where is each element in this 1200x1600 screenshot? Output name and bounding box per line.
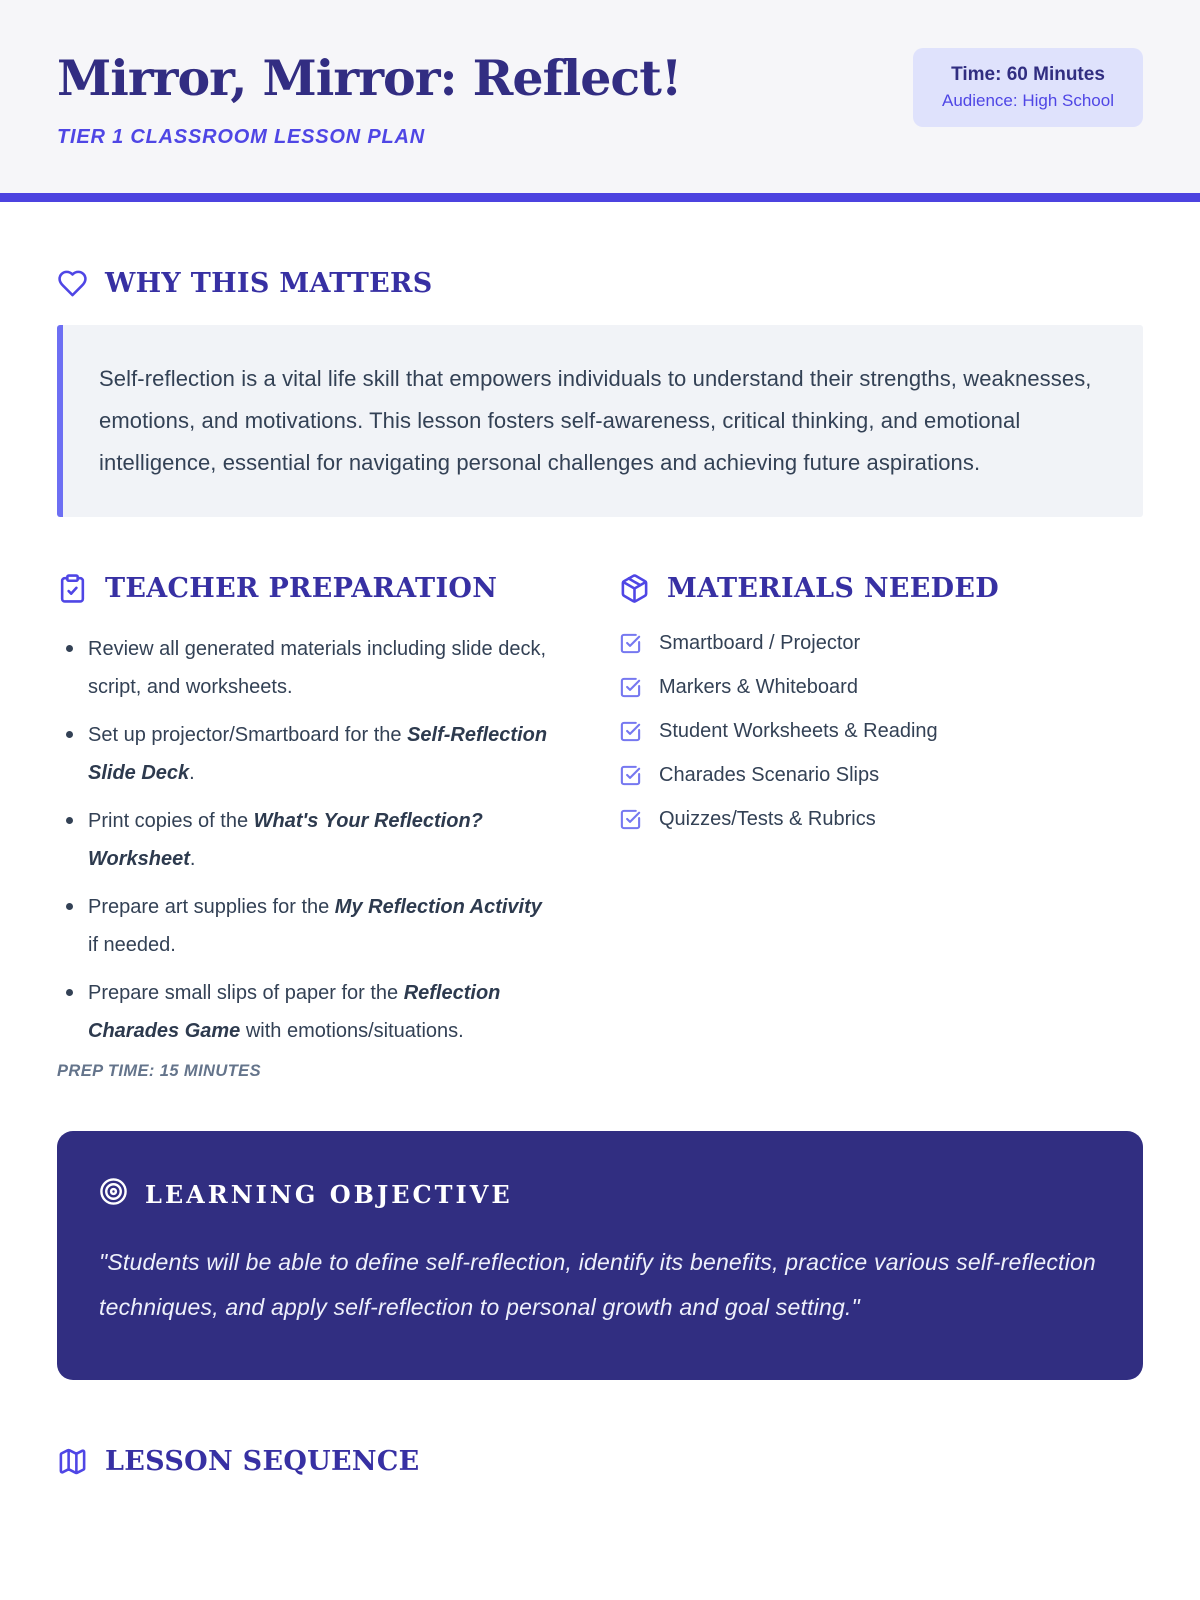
prep-time-note: PREP TIME: 15 MINUTES — [57, 1062, 261, 1080]
target-icon — [99, 1177, 128, 1212]
material-label: Student Worksheets & Reading — [659, 720, 938, 742]
lesson-sequence-heading — [57, 1446, 1143, 1477]
plain-text: Set up projector/Smartboard for the — [88, 724, 408, 746]
checkbox-check-icon — [619, 808, 642, 831]
emphasized-text: What's Your Reflection? Worksheet — [88, 810, 483, 870]
section-heading-label: TEACHER PREPARATION — [105, 573, 498, 604]
teacher-preparation-heading — [57, 573, 557, 604]
materials-list-item — [619, 632, 1143, 655]
page-header — [0, 0, 1200, 193]
learning-objective-heading — [99, 1177, 1101, 1212]
materials-needed-heading — [619, 573, 1143, 604]
material-label: Charades Scenario Slips — [659, 764, 880, 786]
prep-list-item — [57, 802, 557, 878]
package-icon — [619, 573, 650, 604]
plain-text: Prepare art supplies for the — [88, 896, 335, 918]
heart-icon — [57, 268, 88, 299]
checkbox-check-icon — [619, 720, 642, 743]
why-this-matters-heading — [57, 268, 1143, 299]
plain-text: with emotions/situations. — [240, 1020, 464, 1042]
material-label: Markers & Whiteboard — [659, 676, 858, 698]
plain-text: Prepare small slips of paper for the — [88, 982, 404, 1004]
checkbox-check-icon — [619, 676, 642, 699]
page-title: Mirror, Mirror: Reflect! — [57, 49, 682, 107]
materials-list — [619, 632, 1143, 831]
prep-list-item — [57, 630, 557, 706]
material-label: Smartboard / Projector — [659, 632, 861, 654]
prep-materials-columns — [57, 573, 1143, 1081]
time-audience-badge — [913, 48, 1143, 127]
why-this-matters-section — [57, 268, 1143, 517]
lesson-sequence-section — [57, 1446, 1143, 1477]
learning-objective-text: "Students will be able to define self-reflection, identify its benefits, practice various self-reflection techniques, and apply self-reflection to personal growth and goal setting." — [99, 1249, 1096, 1320]
plain-text: Review all generated materials including slide deck, script, and worksheets. — [88, 638, 547, 698]
clipboard-check-icon — [57, 573, 88, 604]
emphasized-text: My Reflection Activity — [334, 896, 542, 918]
header-divider — [0, 193, 1200, 202]
badge-audience: Audience: High School — [941, 91, 1114, 110]
prep-list-item — [57, 888, 557, 964]
section-heading-label: MATERIALS NEEDED — [667, 573, 999, 604]
emphasized-text: Self-Reflection Slide Deck — [88, 724, 548, 784]
why-this-matters-quote: Self-reflection is a vital life skill that empowers individuals to understand their strengths, weaknesses, emotions, and motivations. This lesson fosters self-awareness, critical thinking, and emotional intelligence, essential for navigating personal challenges and achieving future aspirations. — [57, 325, 1143, 517]
materials-list-item — [619, 676, 1143, 699]
section-heading-label: WHY THIS MATTERS — [105, 268, 433, 299]
materials-list-item — [619, 808, 1143, 831]
section-heading-label: LEARNING OBJECTIVE — [145, 1180, 513, 1209]
plain-text: Print copies of the — [88, 810, 254, 832]
map-icon — [57, 1446, 88, 1477]
prep-list-item — [57, 716, 557, 792]
materials-needed-section — [619, 573, 1143, 1081]
plain-text: . — [189, 762, 195, 784]
lesson-plan-content — [0, 268, 1200, 1477]
prep-list-item — [57, 974, 557, 1050]
materials-list-item — [619, 720, 1143, 743]
material-label: Quizzes/Tests & Rubrics — [659, 808, 876, 830]
teacher-preparation-section — [57, 573, 557, 1081]
checkbox-check-icon — [619, 764, 642, 787]
section-heading-label: LESSON SEQUENCE — [105, 1446, 420, 1477]
plain-text: . — [189, 848, 196, 870]
page-subtitle: TIER 1 CLASSROOM LESSON PLAN — [57, 126, 425, 148]
materials-list-item — [619, 764, 1143, 787]
learning-objective-section — [57, 1131, 1143, 1380]
emphasized-text: Reflection Charades Game — [88, 982, 501, 1042]
prep-list — [57, 630, 557, 1050]
plain-text: if needed. — [88, 934, 176, 956]
checkbox-check-icon — [619, 632, 642, 655]
badge-time: Time: 60 Minutes — [951, 64, 1105, 85]
